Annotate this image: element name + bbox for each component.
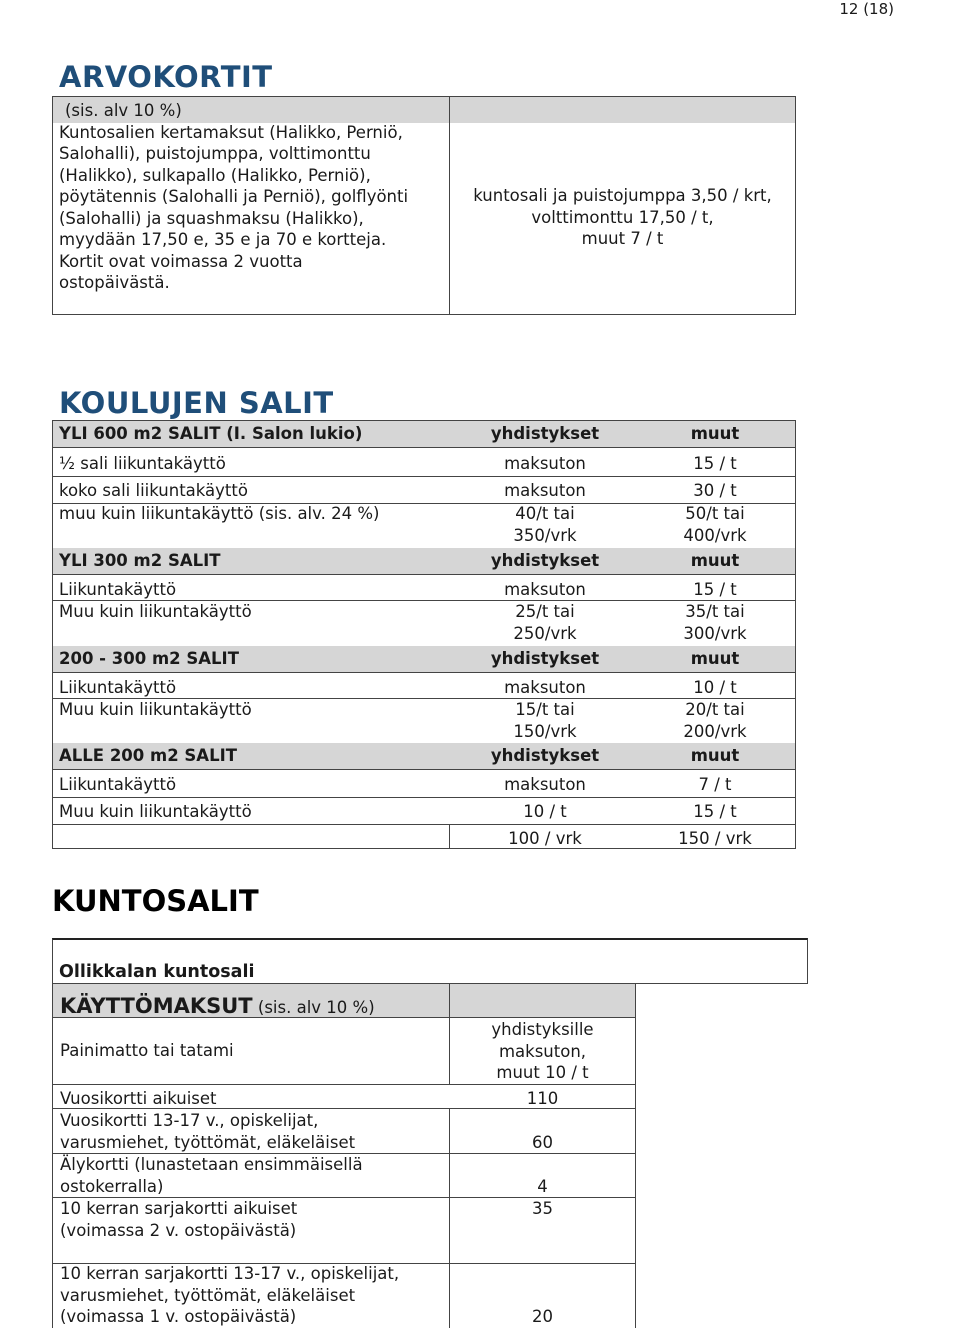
row-yhdistykset: maksuton (504, 454, 586, 473)
row-label: koko sali liikuntakäyttö (59, 481, 248, 500)
kayttomaksu-label-line: (voimassa 2 v. ostopäivästä) (60, 1220, 297, 1240)
row-muut-line2: 300/vrk (683, 624, 747, 643)
arvokortit-line: (Salohalli) ja squashmaksu (Halikko), (59, 208, 364, 228)
kayttomaksut-table (52, 984, 636, 1328)
kayttomaksu-value: 4 (537, 1177, 548, 1196)
kayttomaksut-label: KÄYTTÖMAKSUT (60, 994, 253, 1018)
kayttomaksu-label-line: Älykortti (lunastetaan ensimmäisellä (60, 1155, 363, 1174)
row-label: Muu kuin liikuntakäyttö (59, 700, 252, 719)
row-label: Liikuntakäyttö (59, 678, 177, 697)
column-header-muut: muut (690, 649, 740, 668)
arvokortit-price-line: muut 7 / t (581, 229, 664, 248)
kayttomaksu-label: Painimatto tai tatami (60, 1041, 234, 1060)
row-muut: 50/t tai (685, 504, 745, 523)
section-header-title: 200 - 300 m2 SALIT (59, 649, 239, 668)
kayttomaksut-suffix: (sis. alv 10 %) (257, 998, 375, 1017)
row-yhdistykset: maksuton (504, 580, 586, 599)
section-header-row (53, 646, 795, 673)
section-header-title: YLI 600 m2 SALIT (I. Salon lukio) (59, 424, 363, 443)
row-label: Liikuntakäyttö (59, 580, 177, 599)
row-muut-line2: 400/vrk (683, 526, 747, 545)
page-number: 12 (18) (839, 0, 894, 18)
koulujen-salit-table (52, 420, 796, 849)
row-muut: 30 / t (693, 481, 737, 500)
row-yhdistykset: 25/t tai (515, 602, 575, 621)
kayttomaksu-label-line: 10 kerran sarjakortti aikuiset (60, 1199, 298, 1218)
kayttomaksu-value: 60 (532, 1133, 553, 1152)
row-muut: 20/t tai (685, 700, 745, 719)
column-header-yhdistykset: yhdistykset (490, 746, 600, 765)
section-header-row (53, 421, 795, 448)
row-label: Muu kuin liikuntakäyttö (59, 802, 252, 821)
arvokortit-price-line: volttimonttu 17,50 / t, (531, 207, 714, 227)
row-label: ½ sali liikuntakäyttö (59, 454, 226, 473)
ollikkala-title: Ollikkalan kuntosali (59, 962, 255, 982)
row-yhdistykset-line2: 150/vrk (513, 722, 577, 741)
kayttomaksu-label-line: varusmiehet, työttömät, eläkeläiset (60, 1285, 356, 1305)
column-header-yhdistykset: yhdistykset (490, 649, 600, 668)
kayttomaksu-label (60, 1198, 297, 1241)
kayttomaksu-label (60, 1263, 399, 1328)
section-header-row (53, 743, 795, 770)
section-header-row (53, 548, 795, 575)
kayttomaksu-label: Vuosikortti aikuiset (60, 1089, 217, 1108)
row-yhdistykset: maksuton (504, 481, 586, 500)
row-yhdistykset: 40/t tai (515, 504, 575, 523)
row-muut: 15 / t (693, 802, 737, 821)
row-muut: 150 / vrk (678, 829, 752, 848)
arvokortit-line: (Halikko), sulkapallo (Halikko, Perniö), (59, 165, 371, 185)
arvokortit-line: Kortit ovat voimassa 2 vuotta (59, 251, 303, 271)
row-yhdistykset: 15/t tai (515, 700, 575, 719)
arvokortit-title: ARVOKORTIT (59, 60, 273, 94)
row-muut: 15 / t (693, 580, 737, 599)
column-header-yhdistykset: yhdistykset (490, 424, 600, 443)
row-muut: 35/t tai (685, 602, 745, 621)
row-muut: 7 / t (698, 775, 732, 794)
koulujen-salit-title: KOULUJEN SALIT (59, 386, 334, 420)
section-header-title: YLI 300 m2 SALIT (59, 551, 221, 570)
row-muut-line2: 200/vrk (683, 722, 747, 741)
kayttomaksu-label-line: varusmiehet, työttömät, eläkeläiset (60, 1132, 356, 1152)
arvokortit-right-header-shade (450, 97, 795, 123)
row-yhdistykset: maksuton (504, 775, 586, 794)
row-label: Muu kuin liikuntakäyttö (59, 602, 252, 621)
arvokortit-box (52, 96, 796, 315)
column-header-muut: muut (690, 551, 740, 570)
row-yhdistykset-line2: 350/vrk (513, 526, 577, 545)
arvokortit-line: ostopäivästä. (59, 273, 170, 292)
arvokortit-line: Kuntosalien kertamaksut (Halikko, Perniö, (59, 122, 403, 142)
row-yhdistykset-line2: 250/vrk (513, 624, 577, 643)
row-yhdistykset: 10 / t (523, 802, 567, 821)
column-header-muut: muut (690, 424, 740, 443)
kayttomaksu-label-line: 10 kerran sarjakortti 13-17 v., opiskelijat, (60, 1264, 400, 1283)
row-muut: 15 / t (693, 454, 737, 473)
kayttomaksu-label-line: Vuosikortti 13-17 v., opiskelijat, (60, 1111, 319, 1130)
kayttomaksu-value-line: muut 10 / t (496, 1063, 589, 1082)
arvokortit-line: myydään 17,50 e, 35 e ja 70 e kortteja. (59, 230, 387, 249)
row-yhdistykset: maksuton (504, 678, 586, 697)
ollikkala-header-box (52, 938, 808, 984)
kayttomaksu-value: 35 (532, 1199, 553, 1218)
kuntosalit-title: KUNTOSALIT (52, 884, 259, 918)
column-header-yhdistykset: yhdistykset (490, 551, 600, 570)
kayttomaksu-value (450, 1019, 635, 1084)
arvokortit-left-cell (53, 97, 450, 314)
arvokortit-description (59, 100, 451, 294)
arvokortit-line: pöytätennis (Salohalli ja Perniö), golflyönti (59, 187, 409, 206)
arvokortit-line: (sis. alv 10 %) (65, 101, 182, 120)
kayttomaksut-header (60, 994, 375, 1018)
row-label: Liikuntakäyttö (59, 775, 177, 794)
row-yhdistykset: 100 / vrk (508, 829, 582, 848)
arvokortit-prices (450, 185, 795, 250)
kayttomaksu-value: 20 (532, 1307, 553, 1326)
arvokortit-line: Salohalli), puistojumppa, volttimonttu (59, 144, 371, 163)
kayttomaksu-label (60, 1110, 355, 1153)
row-label: muu kuin liikuntakäyttö (sis. alv. 24 %) (59, 504, 380, 523)
kayttomaksu-label (60, 1154, 363, 1197)
kayttomaksu-value: 110 (526, 1089, 559, 1108)
kayttomaksu-value-line: yhdistyksille (491, 1020, 594, 1039)
kayttomaksu-label-line: (voimassa 1 v. ostopäivästä) (60, 1307, 297, 1326)
kayttomaksu-value-line: maksuton, (498, 1041, 587, 1061)
kayttomaksu-label-line: ostokerralla) (60, 1176, 164, 1196)
row-muut: 10 / t (693, 678, 737, 697)
column-header-muut: muut (690, 746, 740, 765)
arvokortit-price-line: kuntosali ja puistojumppa 3,50 / krt, (473, 186, 772, 205)
section-header-title: ALLE 200 m2 SALIT (59, 746, 237, 765)
